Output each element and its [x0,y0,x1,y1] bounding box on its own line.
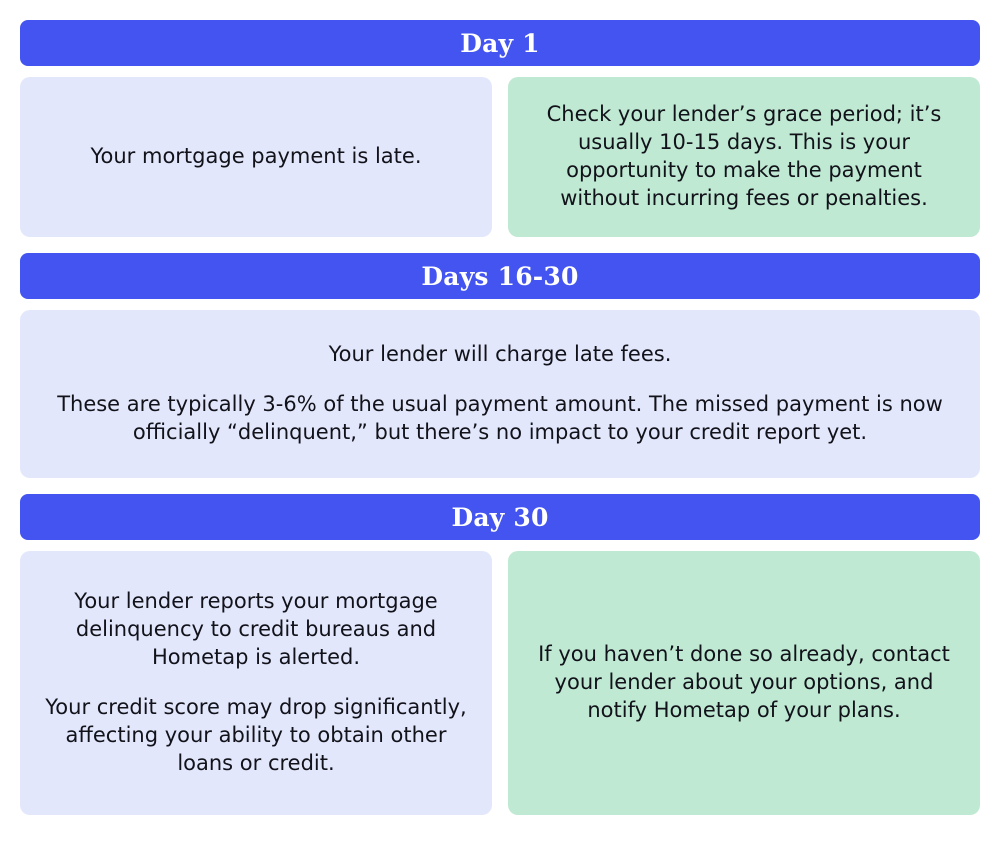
stage-card-days-16-30-primary [20,310,980,478]
stage-body-day-1 [20,77,980,237]
card-paragraph: Your credit score may drop significantly, affecting your ability to obtain other loans or credit. [45,695,467,775]
card-paragraph: Your lender will charge late fees. [328,342,672,367]
stage-card-day-30-action [508,551,980,815]
stage-card-day-30-primary [20,551,492,815]
stage-card-day-1-action [508,77,980,237]
stage-header-day-1: Day 1 [20,20,980,66]
stage-header-days-16-30: Days 16-30 [20,253,980,299]
stage-card-day-1-primary [20,77,492,237]
card-paragraph: Your mortgage payment is late. [90,144,422,169]
timeline-stage-day-1 [20,20,980,237]
card-paragraph: Check your lender’s grace period; it’s usually 10-15 days. This is your opportunity to make the payment without incurring fees or penalties. [546,102,942,210]
card-paragraph: If you haven’t done so already, contact your lender about your options, and notify Hometap of your plans. [538,642,950,722]
card-paragraph: Your lender reports your mortgage delinquency to credit bureaus and Hometap is alerted. [74,589,438,670]
timeline-stage-days-16-30 [20,253,980,478]
stage-body-days-16-30 [20,310,980,478]
card-paragraph: These are typically 3-6% of the usual payment amount. The missed payment is now officially “delinquent,” but there’s no impact to your credit report yet. [57,392,943,444]
stage-header-day-30: Day 30 [20,494,980,540]
timeline-stage-day-30 [20,494,980,815]
stage-body-day-30 [20,551,980,815]
